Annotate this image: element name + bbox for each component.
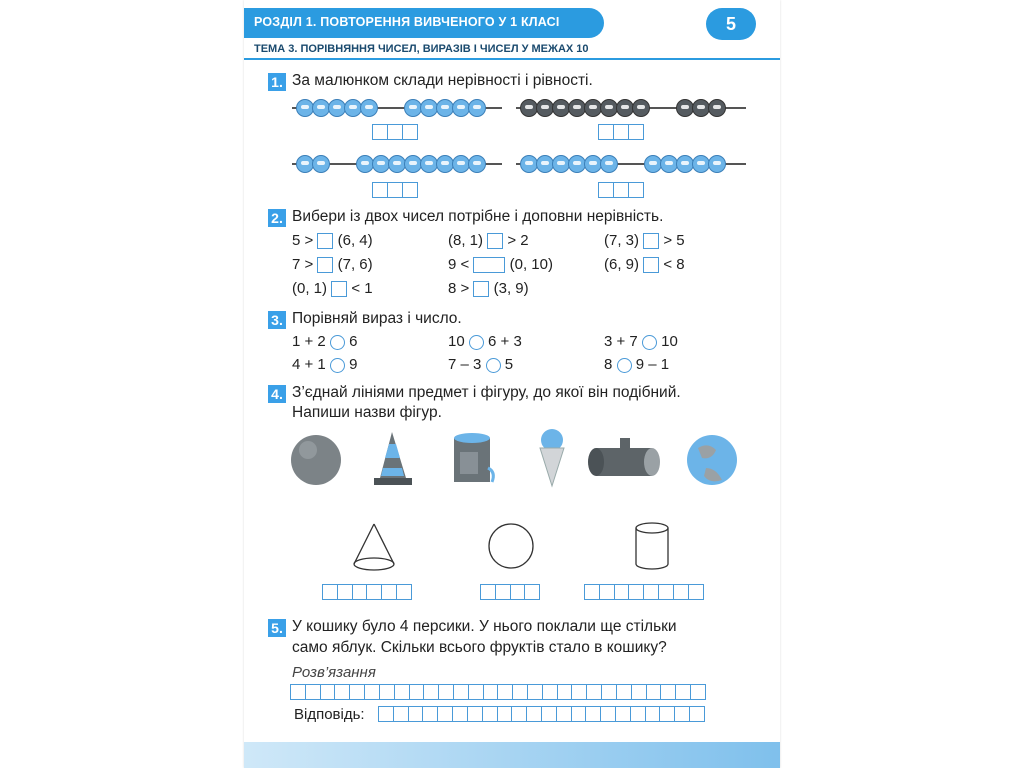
task-2-item-5: 9 < (0, 10) (448, 256, 553, 273)
task-5-text-line2: само яблук. Скільки всього фруктів стало в кошику? (292, 639, 667, 656)
task-4-text-line2: Напиши назви фігур. (292, 404, 442, 421)
ice-cream-cone-icon (540, 429, 564, 486)
workbook-page (244, 0, 780, 768)
task-2-item-4: 7 > (7, 6) (292, 256, 373, 273)
compare-circle[interactable] (642, 335, 657, 350)
objects-row (284, 428, 754, 494)
figure-name-cells-3[interactable] (584, 584, 703, 600)
paint-can-icon (454, 433, 493, 482)
task-4-text-line1: З’єднай лініями предмет і фігуру, до якої він подібний. (292, 384, 681, 401)
task-5-number: 5. (268, 619, 286, 637)
sphere-figure-icon (489, 524, 533, 568)
task-3-item-1: 1 + 2 6 (292, 333, 358, 350)
task-2-item-6: (6, 9) < 8 (604, 256, 685, 273)
task-2-item-1: 5 > (6, 4) (292, 232, 373, 249)
task-2-item-3: (7, 3) > 5 (604, 232, 685, 249)
answer-box[interactable] (643, 233, 659, 249)
bead-group-4 (516, 154, 746, 174)
answer-box[interactable] (473, 281, 489, 297)
task-1-text: За малюнком склади нерівності і рівності. (292, 72, 593, 89)
figures-row (344, 520, 704, 580)
answer-cells-2[interactable] (598, 124, 642, 140)
task-3-item-5: 7 – 3 5 (448, 356, 514, 373)
task-3-item-6: 8 9 – 1 (604, 356, 670, 373)
cone-figure-icon (354, 524, 394, 570)
page-footer-band (244, 742, 780, 768)
topic-title: ТЕМА 3. ПОРІВНЯННЯ ЧИСЕЛ, ВИРАЗІВ І ЧИСЕЛ У МЕЖАХ 10 (254, 43, 589, 55)
task-2-item-8: 8 > (3, 9) (448, 280, 529, 297)
ball-icon (291, 435, 341, 485)
traffic-cone-icon (374, 432, 412, 485)
answer-cells-3[interactable] (372, 182, 416, 198)
figure-name-cells-2[interactable] (480, 584, 539, 600)
answer-box[interactable] (317, 257, 333, 273)
task-4-number: 4. (268, 385, 286, 403)
answer-cells[interactable] (378, 706, 704, 722)
task-3-item-2: 10 6 + 3 (448, 333, 522, 350)
answer-cells-4[interactable] (598, 182, 642, 198)
globe-icon (687, 435, 737, 485)
task-2-item-7: (0, 1) < 1 (292, 280, 373, 297)
compare-circle[interactable] (617, 358, 632, 373)
solution-cells[interactable] (290, 684, 705, 700)
solution-label: Розв’язання (292, 664, 376, 681)
header-divider (244, 58, 780, 60)
task-3-text: Порівняй вираз і число. (292, 310, 462, 327)
bead-group-2 (516, 98, 746, 118)
compare-circle[interactable] (330, 335, 345, 350)
task-3-number: 3. (268, 311, 286, 329)
task-2-number: 2. (268, 209, 286, 227)
answer-box[interactable] (643, 257, 659, 273)
answer-cells-1[interactable] (372, 124, 416, 140)
compare-circle[interactable] (469, 335, 484, 350)
log-icon (588, 438, 660, 476)
compare-circle[interactable] (330, 358, 345, 373)
section-title: РОЗДІЛ 1. ПОВТОРЕННЯ ВИВЧЕНОГО У 1 КЛАСІ (254, 15, 560, 29)
answer-box[interactable] (331, 281, 347, 297)
answer-box[interactable] (473, 257, 505, 273)
task-2-item-2: (8, 1) > 2 (448, 232, 529, 249)
answer-box[interactable] (487, 233, 503, 249)
task-5-text-line1: У кошику було 4 персики. У нього поклали ще стільки (292, 618, 677, 635)
cylinder-figure-icon (636, 523, 668, 569)
task-2-text: Вибери із двох чисел потрібне і доповни нерівність. (292, 208, 664, 225)
task-3-item-4: 4 + 1 9 (292, 356, 358, 373)
bead-group-1 (292, 98, 502, 118)
answer-box[interactable] (317, 233, 333, 249)
page-number: 5 (706, 8, 756, 40)
figure-name-cells-1[interactable] (322, 584, 411, 600)
task-1-number: 1. (268, 73, 286, 91)
compare-circle[interactable] (486, 358, 501, 373)
bead-group-3 (292, 154, 502, 174)
answer-label: Відповідь: (294, 706, 365, 723)
task-3-item-3: 3 + 7 10 (604, 333, 678, 350)
